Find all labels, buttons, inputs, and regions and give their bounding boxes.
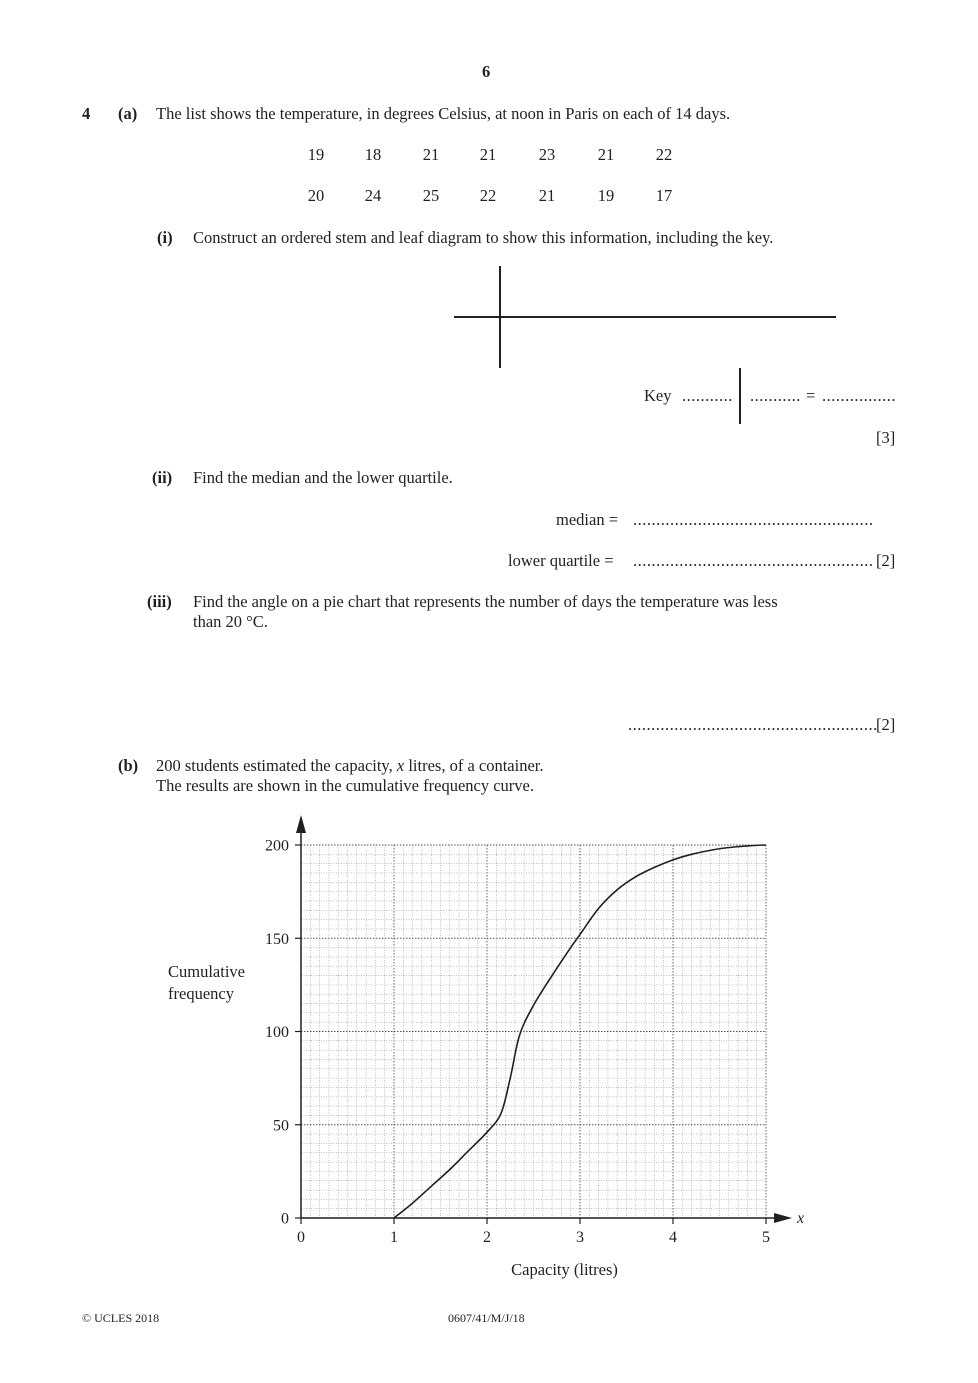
temperature-value: 22 [479, 186, 497, 205]
sub-i-text: Construct an ordered stem and leaf diagram to show this information, including the key. [193, 228, 774, 247]
sub-iii-label: (iii) [147, 592, 172, 611]
part-b-label: (b) [118, 756, 139, 775]
temperature-value: 18 [364, 145, 382, 164]
x-tick-label: 4 [669, 1229, 677, 1246]
median-answer-blank[interactable]: .................................................... [633, 510, 874, 529]
y-tick-label: 50 [273, 1117, 289, 1135]
part-a-label: (a) [118, 104, 138, 123]
key-leaf-blank[interactable]: ........... [750, 386, 801, 405]
x-tick-label: 2 [483, 1229, 491, 1246]
part-a-intro: The list shows the temperature, in degrees Celsius, at noon in Paris on each of 14 days. [156, 104, 731, 123]
x-tick-label: 3 [576, 1229, 584, 1246]
sub-ii-text: Find the median and the lower quartile. [193, 468, 453, 487]
key-equals: = [806, 386, 816, 405]
y-tick-label: 0 [281, 1210, 289, 1228]
temperature-value: 21 [538, 186, 556, 205]
temperature-value: 21 [422, 145, 440, 164]
temperature-value: 25 [422, 186, 440, 205]
chart-ylabel-line1: Cumulative [168, 962, 245, 981]
sub-i-label: (i) [157, 228, 173, 247]
median-label: median = [556, 510, 618, 529]
temperature-value: 20 [307, 186, 325, 205]
footer-copyright: © UCLES 2018 [82, 1311, 160, 1325]
temperature-value: 19 [307, 145, 325, 164]
part-b-line1: 200 students estimated the capacity, x litres, of a container. [156, 756, 544, 775]
temperature-value: 21 [597, 145, 615, 164]
marks-iii: [2] [876, 715, 896, 734]
chart-ylabel-line2: frequency [168, 984, 234, 1003]
marks-ii: [2] [876, 551, 896, 570]
temperature-value: 23 [538, 145, 556, 164]
x-axis-variable: x [797, 1210, 805, 1227]
x-tick-label: 1 [390, 1229, 398, 1246]
part-b-line2: The results are shown in the cumulative frequency curve. [156, 776, 534, 795]
marks-i: [3] [876, 428, 896, 447]
page-number: 6 [482, 62, 491, 81]
key-stem-blank[interactable]: ........... [682, 386, 733, 405]
key-label: Key [644, 386, 672, 405]
lower-quartile-label: lower quartile = [508, 551, 614, 570]
temperature-value: 21 [479, 145, 497, 164]
sub-iii-text-line2: than 20 °C. [193, 612, 268, 631]
temperature-value: 24 [364, 186, 382, 205]
angle-answer-blank[interactable]: ...................................................... [628, 715, 878, 734]
sub-ii-label: (ii) [152, 468, 173, 487]
key-value-blank[interactable]: ................ [822, 386, 896, 405]
temperature-value: 19 [597, 186, 615, 205]
x-tick-label: 0 [297, 1229, 305, 1246]
y-tick-label: 150 [265, 930, 289, 948]
chart-xlabel: Capacity (litres) [511, 1260, 618, 1279]
y-axis-arrow [296, 815, 306, 833]
y-tick-label: 100 [265, 1024, 289, 1041]
x-axis-arrow [774, 1213, 792, 1223]
temperature-value: 17 [655, 186, 673, 205]
footer-code: 0607/41/M/J/18 [448, 1311, 525, 1325]
question-number: 4 [82, 104, 91, 123]
temperature-value: 22 [655, 145, 673, 164]
sub-iii-text-line1: Find the angle on a pie chart that represents the number of days the temperature was less [193, 592, 778, 611]
x-tick-label: 5 [762, 1229, 770, 1246]
lower-quartile-answer-blank[interactable]: .................................................... [633, 551, 874, 570]
y-tick-label: 200 [265, 837, 289, 855]
